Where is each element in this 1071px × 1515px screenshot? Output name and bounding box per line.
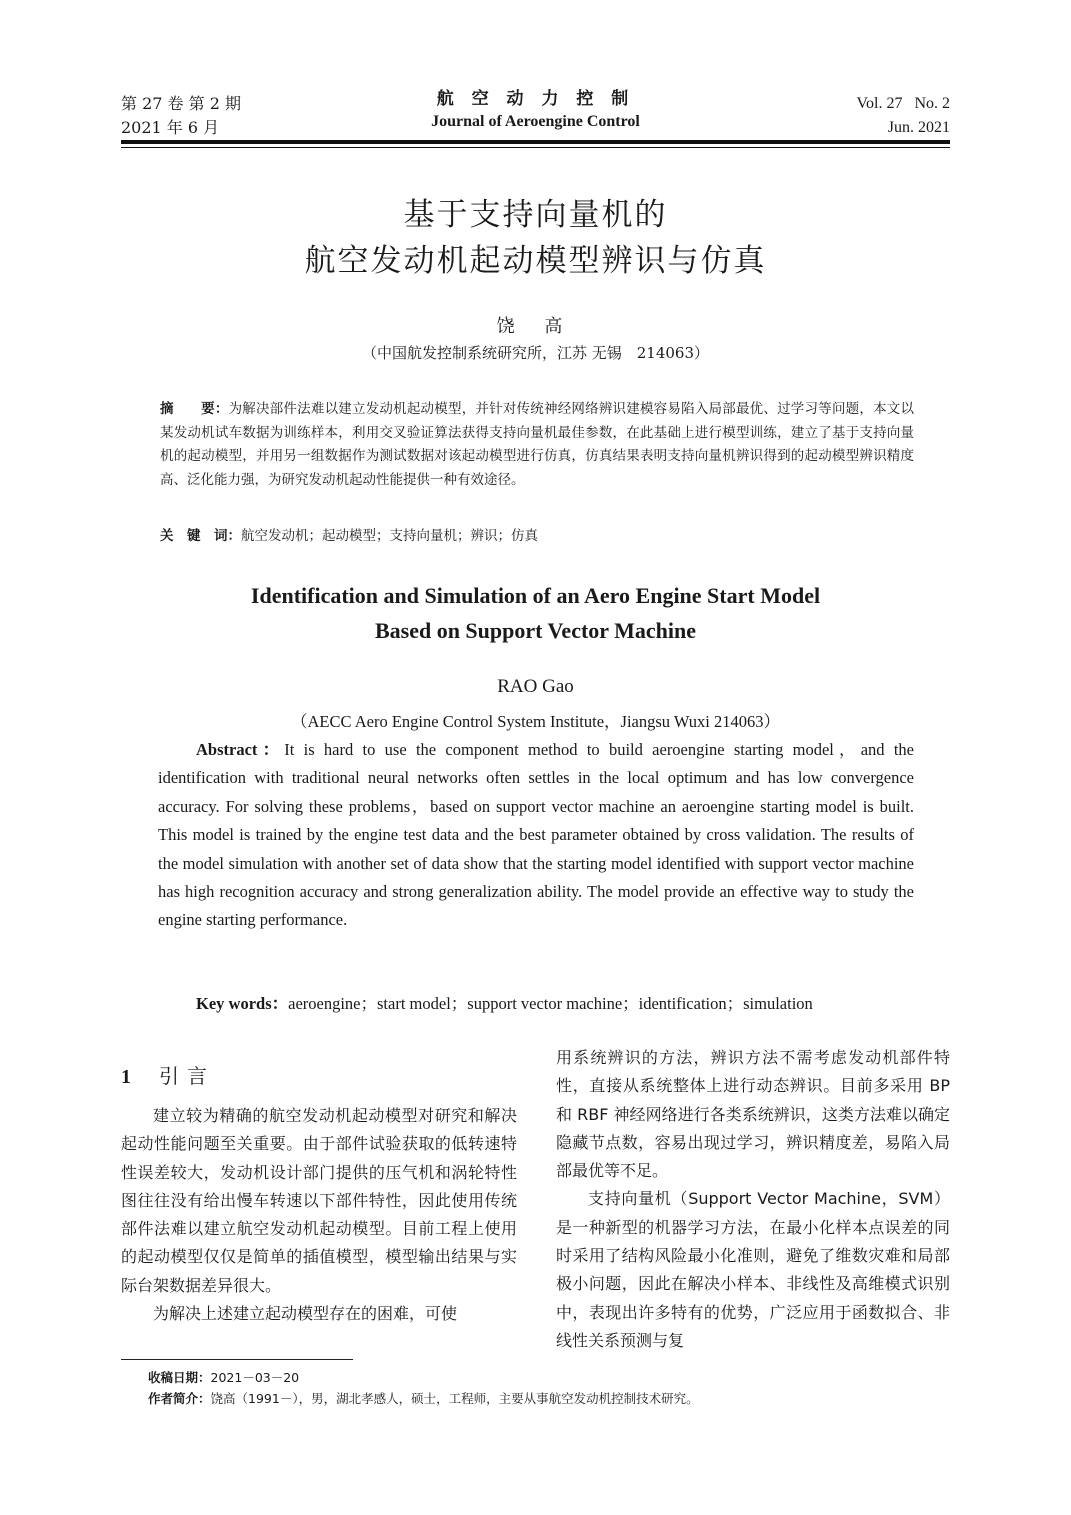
abstract-en-text: It is hard to use the component method to build aeroengine starting model，and the identification with traditional neural networks often settles in the local optimum and has low convergence accuracy. For solving these problems，based on support vector machine an aeroengine starting model is built. This model is trained by the engine test data and the best parameter obtained by cross validation. The results of the model simulation with another set of data show that the starting model identified with support vector machine has high recognition accuracy and strong generalization ability. The model provide an effective way to study the engine starting performance. [158,740,914,930]
footnote-received [148,1368,299,1387]
received-label: 收稿日期： [148,1370,211,1385]
footnote-author-bio [148,1389,699,1408]
abstract-en-label: Abstract： [196,740,285,759]
footnote-rule [121,1359,353,1360]
header-rule-thick [121,140,950,144]
paper-title-en-line1: Identification and Simulation of an Aero Engine Start Model [250,583,821,608]
section-number: 1 [121,1066,131,1088]
abstract-cn [160,398,914,492]
paper-title-cn [0,192,1071,284]
volume-issue-en: Vol. 27 No. 2 [856,95,950,112]
journal-name-en: Journal of Aeroengine Control [431,113,640,130]
author-bio-label: 作者简介： [148,1391,211,1406]
author-en: RAO Gao [497,676,574,697]
paper-title-en-line2: Based on Support Vector Machine [374,618,697,643]
keywords-en [158,990,914,1018]
paper-title-cn-line2: 航空发动机起动模型辨识与仿真 [304,243,767,279]
body-paragraph: 支持向量机（Support Vector Machine，SVM）是一种新型的机器学习方法，在最小化样本点误差的同时采用了结构风险最小化准则，避免了维数灾难和局部极小问题，因此在解决小样本、非线性及高维模式识别中，表现出许多特有的优势，广泛应用于函数拟合、非线性关系预测与复 [556,1189,950,1350]
author-cn: 饶 高 [496,316,575,337]
journal-name-cn: 航 空 动 力 控 制 [436,89,635,109]
keywords-cn [160,525,914,548]
section-heading [121,1060,215,1089]
keywords-en-label: Key words： [196,994,289,1013]
volume-issue-cn: 第 27 卷 第 2 期 [121,94,241,113]
date-cn: 2021 年 6 月 [121,118,220,137]
body-column-left [121,1102,517,1328]
received-date: 2021－03－20 [210,1370,300,1385]
body-column-right [556,1044,950,1355]
author-bio-text: 饶高（1991－），男，湖北孝感人，硕士，工程师，主要从事航空发动机控制技术研究。 [210,1391,699,1406]
date-en: Jun. 2021 [887,119,950,136]
body-paragraph: 建立较为精确的航空发动机起动模型对研究和解决起动性能问题至关重要。由于部件试验获取的低转速特性误差较大，发动机设计部门提供的压气机和涡轮特性图往往没有给出慢车转速以下部件特性，因此使用传统部件法难以建立航空发动机起动模型。目前工程上使用的起动模型仅仅是简单的插值模型，模型输出结果与实际台架数据差异很大。 [121,1106,517,1295]
abstract-cn-text: 为解决部件法难以建立发动机起动模型，并针对传统神经网络辨识建模容易陷入局部最优、过学习等问题，本文以某发动机试车数据为训练样本，利用交叉验证算法获得支持向量机最佳参数，在此基础上进行模型训练，建立了基于支持向量机的起动模型，并用另一组数据作为测试数据对该起动模型进行仿真，仿真结果表明支持向量机辨识得到的起动模型辨识精度高、泛化能力强，为研究发动机起动性能提供一种有效途径。 [160,401,915,488]
body-paragraph: 为解决上述建立起动模型存在的困难，可使 [153,1304,458,1324]
keywords-en-text: aeroengine；start model；support vector machine；identification；simulation [288,994,813,1013]
affiliation-cn: （中国航发控制系统研究所，江苏 无锡 214063） [361,344,710,362]
abstract-en [158,736,914,935]
journal-issue-info-en [857,92,951,140]
header-rule-thin [121,147,950,148]
keywords-cn-text: 航空发动机；起动模型；支持向量机；辨识；仿真 [241,528,538,544]
paper-title-cn-line1: 基于支持向量机的 [403,197,668,233]
abstract-cn-label: 摘 要： [160,401,229,417]
affiliation-en: （AECC Aero Engine Control System Institute，Jiangsu Wuxi 214063） [291,712,780,731]
section-title: 引言 [159,1064,215,1088]
paper-title-en [0,578,1071,648]
body-paragraph: 用系统辨识的方法，辨识方法不需考虑发动机部件特性，直接从系统整体上进行动态辨识。目前多采用 BP 和 RBF 神经网络进行各类系统辨识，这类方法难以确定隐藏节点数，容易出现过学习，辨识精度差，易陷入局部最优等不足。 [556,1048,950,1181]
keywords-cn-label: 关 键 词： [160,528,241,544]
